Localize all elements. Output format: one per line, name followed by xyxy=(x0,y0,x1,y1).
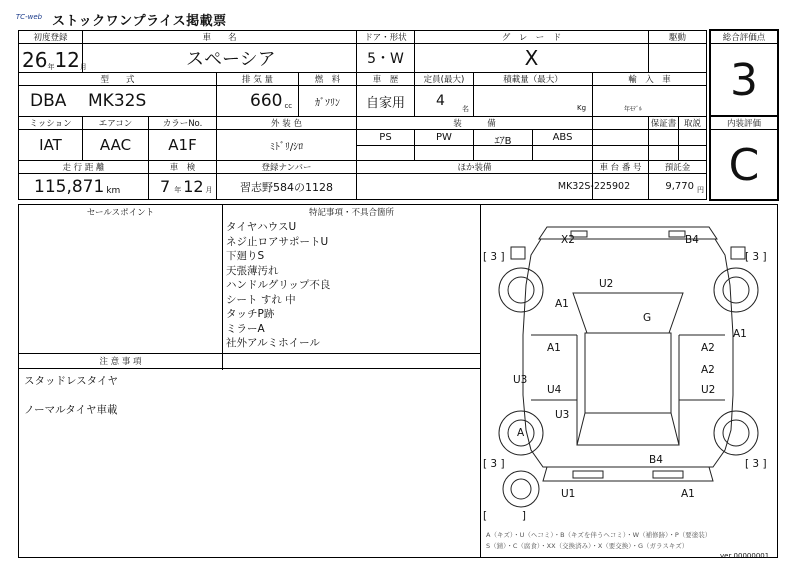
label-load: 積載量（最大） xyxy=(474,73,592,85)
special-notes-list xyxy=(226,220,330,351)
label-history: 車 歴 xyxy=(357,73,414,85)
label-door-type: ドア・形状 xyxy=(357,31,414,43)
car-damage-diagram xyxy=(481,205,777,557)
label-import: 輸 入 車 xyxy=(593,73,706,85)
label-drive: 駆動 xyxy=(649,31,706,43)
mark-u3-left: U3 xyxy=(513,374,528,386)
label-displacement: 排 気 量 xyxy=(217,73,298,85)
label-interior-score: 内装評価 xyxy=(711,117,777,129)
mark-front-left: X2 xyxy=(561,234,575,246)
mark-b4-rear: B4 xyxy=(649,454,663,466)
import-unit: 年ﾓﾃﾞﾙ xyxy=(624,106,643,113)
equipment-pw: PW xyxy=(436,132,452,143)
label-total-score: 総合評価点 xyxy=(711,31,777,43)
bracket-front-right: [ 3 ] xyxy=(745,251,767,263)
label-special-notes: 特記事項・不具合箇所 xyxy=(223,206,480,218)
note-item: シート すれ 中 xyxy=(226,293,296,306)
equipment-abs: ABS xyxy=(552,132,573,143)
label-warranty: 保証書 xyxy=(650,119,677,129)
mark-a-wheel: A xyxy=(517,427,525,439)
color-no-value: A1F xyxy=(168,136,197,154)
label-first-registration: 初度登録 xyxy=(19,31,82,43)
mark-a1-left: A1 xyxy=(555,298,569,310)
tc-web-logo: TC-web xyxy=(15,13,43,21)
mark-u2-right: U2 xyxy=(701,384,716,396)
total-score-value: 3 xyxy=(730,54,758,106)
mark-a1-right: A1 xyxy=(733,328,747,340)
model-value: MK32S xyxy=(88,91,147,111)
mark-a2-right: A2 xyxy=(701,342,715,354)
bracket-spare: [ ] xyxy=(483,510,527,522)
label-capacity: 定員(最大) xyxy=(415,73,473,85)
label-deposit: 預託金 xyxy=(649,161,706,173)
mark-a1-door: A1 xyxy=(547,342,561,354)
mark-a1-rear: A1 xyxy=(681,488,695,500)
mark-u2: U2 xyxy=(599,278,614,290)
label-manual: 取説 xyxy=(679,117,706,129)
deposit-value: 9,770 円 xyxy=(665,181,704,194)
first-registration-value: 26 年 12 月 xyxy=(22,48,87,72)
fuel-value: ｶﾞｿﾘﾝ xyxy=(315,97,340,109)
label-aircon: エアコン xyxy=(83,117,148,129)
mark-a2-right2: A2 xyxy=(701,364,715,376)
bracket-rear-right: [ 3 ] xyxy=(745,458,767,470)
note-item: 社外アルミホイール xyxy=(226,337,320,349)
mark-u3-center: U3 xyxy=(555,409,570,421)
note-item: 下廻りS xyxy=(226,250,265,262)
grade-value: X xyxy=(524,46,539,70)
plate-value: 習志野584の1128 xyxy=(240,180,333,194)
note-item: タイヤハウスU xyxy=(226,221,297,233)
drive-value xyxy=(649,44,706,72)
label-car-name: 車 名 xyxy=(83,31,356,43)
model-prefix-value: DBA xyxy=(30,91,67,111)
note-item: ハンドルグリップ不良 xyxy=(226,279,331,291)
displacement-value: 660 cc xyxy=(250,91,293,111)
label-exterior: 外 装 色 xyxy=(217,117,356,129)
mark-u4: U4 xyxy=(547,384,562,396)
note-item: ネジ止ロアサポートU xyxy=(226,235,329,248)
label-sales-point: セールスポイント xyxy=(19,206,222,218)
label-chassis-no: 車 台 番 号 xyxy=(593,161,648,173)
equipment-ps: PS xyxy=(379,132,392,143)
interior-score-value: C xyxy=(728,139,760,191)
note-item: ミラーA xyxy=(226,322,265,335)
mark-front-right: B4 xyxy=(685,234,699,246)
mark-g: G xyxy=(643,312,652,324)
label-inspection: 車 検 xyxy=(149,161,216,173)
caution-item: ノーマルタイヤ車載 xyxy=(24,404,118,416)
damage-legend: A（キズ）・U（ヘコミ）・B（キズを伴うヘコミ）・W（補修跡）・P（要塗装） S（錆）・C（腐食）・XX（交換済み）・X（要交換）・G（ガラスキズ） xyxy=(486,531,712,550)
label-mileage: 走 行 距 離 xyxy=(19,161,148,173)
chassis-no-value: MK32S-225902 xyxy=(557,181,631,192)
label-plate: 登録ナンバー xyxy=(217,161,356,173)
mission-value: IAT xyxy=(39,136,62,154)
capacity-value: 4 xyxy=(436,93,445,109)
note-item: 天張薄汚れ xyxy=(226,264,279,277)
note-item: タッチP跡 xyxy=(226,308,275,320)
inspection-value: 7 年 12 月 xyxy=(160,177,213,196)
label-mission: ミッション xyxy=(19,117,82,129)
door-type-value: 5・W xyxy=(367,51,404,67)
bracket-rear-left: [ 3 ] xyxy=(483,458,505,470)
document-title: ストックワンプライス掲載票 xyxy=(52,14,227,29)
history-value: 自家用 xyxy=(365,95,405,111)
aircon-value: AAC xyxy=(99,136,132,154)
caution-item: スタッドレスタイヤ xyxy=(24,375,118,387)
label-color-no: カラーNo. xyxy=(149,117,216,129)
label-caution: 注 意 事 項 xyxy=(19,355,222,367)
label-grade: グ レ ー ド xyxy=(415,31,648,43)
label-model: 型 式 xyxy=(19,73,216,85)
mileage-value: 115,871 km xyxy=(34,176,121,197)
capacity-unit: 名 xyxy=(462,105,469,113)
label-other-equipment: ほか装備 xyxy=(357,161,592,173)
mark-u1: U1 xyxy=(561,488,576,500)
exterior-value: ﾐﾄﾞﾘ/ｼﾛ xyxy=(269,141,304,153)
version-label: ver 00000001 xyxy=(720,552,770,560)
bracket-front-left: [ 3 ] xyxy=(483,251,505,263)
equipment-airbag: ｴｱB xyxy=(494,136,512,147)
label-fuel: 燃 料 xyxy=(299,73,356,85)
car-name-value: スペーシア xyxy=(186,49,276,70)
label-equipment: 装 備 xyxy=(357,117,592,129)
load-unit: Kg xyxy=(577,104,587,112)
